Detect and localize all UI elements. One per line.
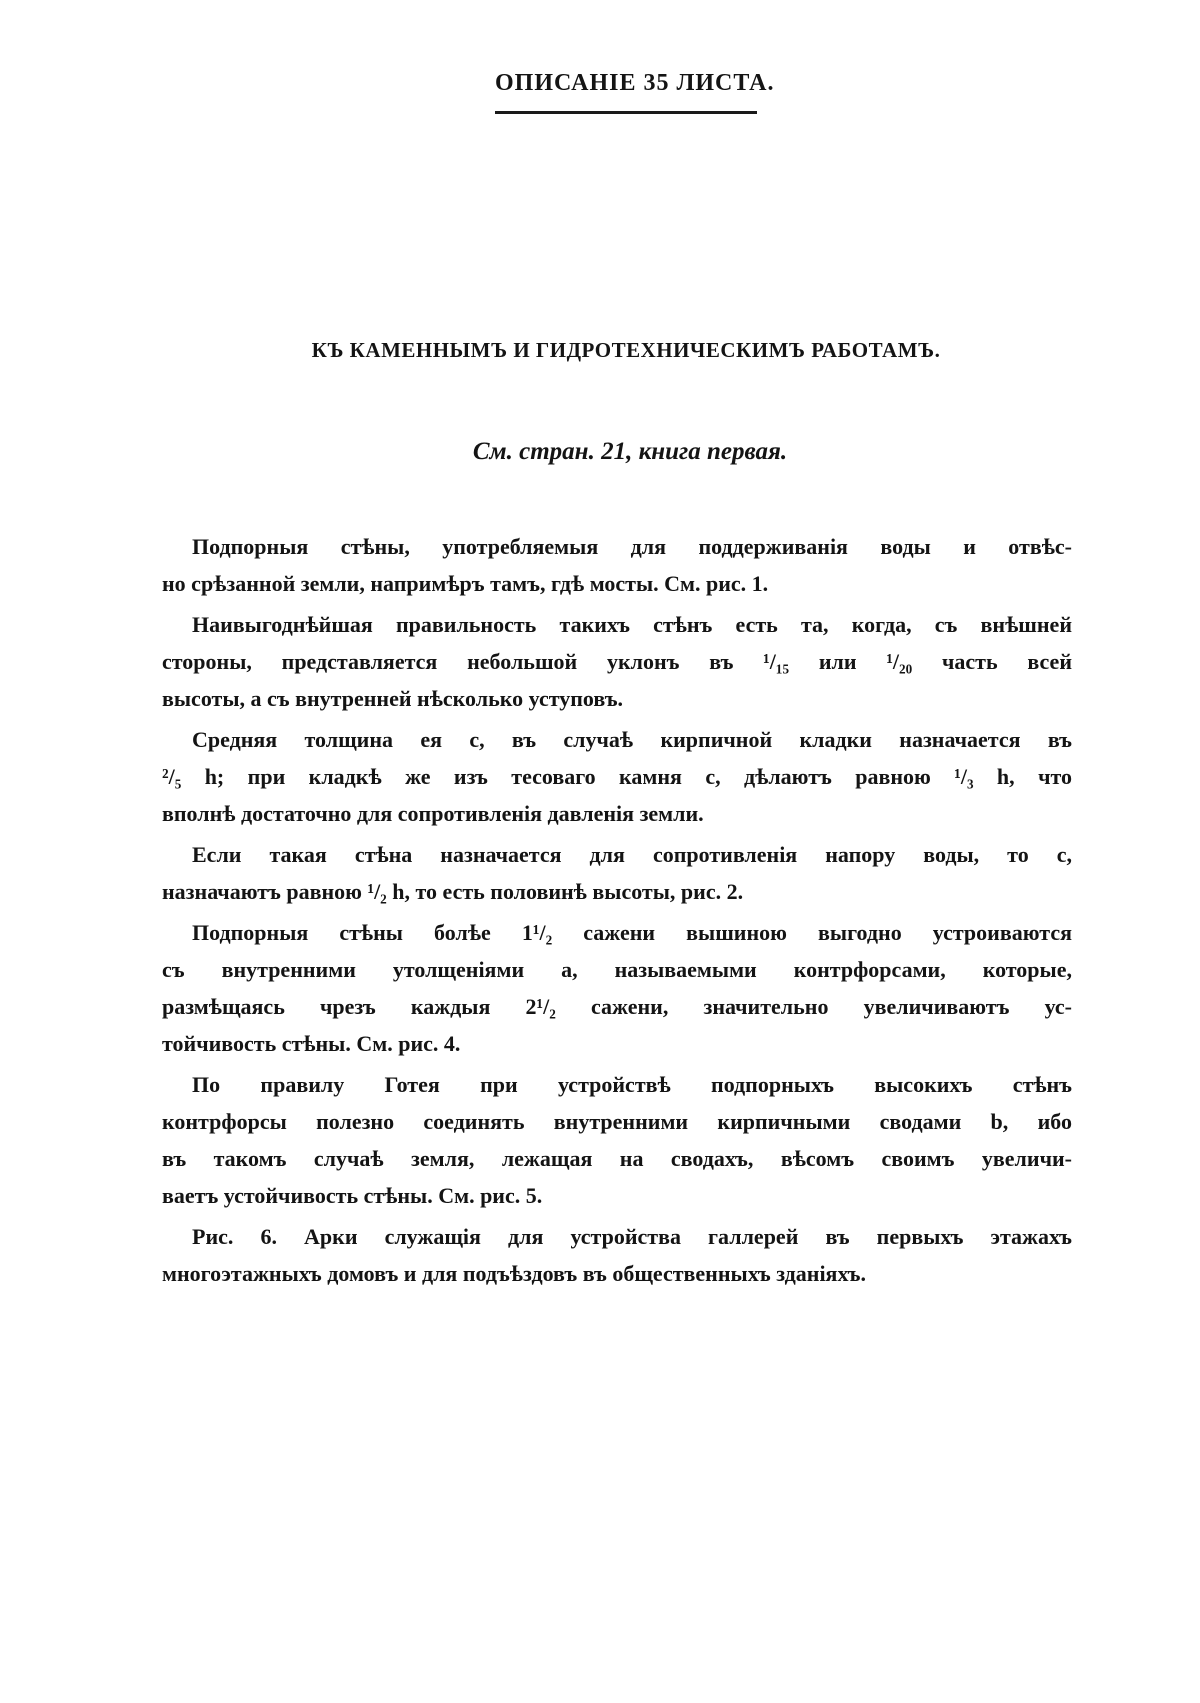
text-line: но срѣзанной земли, напримѣръ тамъ, гдѣ мосты. См. рис. 1. [162,571,769,596]
section-title: КЪ КАМЕННЫМЪ И ГИДРОТЕХНИЧЕСКИМЪ РАБОТАМЪ. [311,338,941,362]
text-line: Наивыгоднѣйшая правильность такихъ стѣнъ есть та, когда, съ внѣшней [192,612,1072,637]
paragraph-gap [162,1292,1072,1296]
text-line: Подпорныя стѣны, употребляемыя для поддерживанія воды и отвѣс- [192,534,1072,559]
text-line: Рис. 6. Арки служащія для устройства галлерей въ первыхъ этажахъ [192,1224,1072,1249]
text-line: съ внутренними утолщеніями а, называемыми контрфорсами, которые, [162,957,1072,982]
page-header: ОПИСАНІЕ 35 ЛИСТА. [495,70,775,96]
text-line: ²/₅ h; при кладкѣ же изъ тесоваго камня с, дѣлаютъ равною ¹/₃ h, что [162,764,1072,789]
text-line: стороны, представляется небольшой уклонъ въ ¹/₁₅ или ¹/₂₀ часть всей [162,649,1072,674]
text-line: многоэтажныхъ домовъ и для подъѣздовъ въ общественныхъ зданіяхъ. [162,1261,866,1286]
text-line: высоты, а съ внутренней нѣсколько уступовъ. [162,686,624,711]
text-line: назначаютъ равною ¹/₂ h, то есть половинѣ высоты, рис. 2. [162,879,744,904]
book-reference: См. стран. 21, книга первая. [472,438,788,465]
body-text [162,528,1072,1296]
text-line: Подпорныя стѣны болѣе 1¹/₂ сажени вышиною выгодно устроиваются [192,920,1072,945]
text-line: вполнѣ достаточно для сопротивленія давленія земли. [162,801,704,826]
paragraph [162,1066,1072,1214]
text-line: Если такая стѣна назначается для сопротивленія напору воды, то с, [192,842,1072,867]
text-line: ваетъ устойчивость стѣны. См. рис. 5. [162,1183,543,1208]
header-underline [495,111,757,114]
text-line: въ такомъ случаѣ земля, лежащая на сводахъ, вѣсомъ своимъ увеличи- [162,1146,1072,1171]
paragraph [162,606,1072,717]
text-line: размѣщаясь чрезъ каждыя 2¹/₂ сажени, значительно увеличиваютъ ус- [162,994,1072,1019]
paragraph [162,1218,1072,1292]
paragraph [162,914,1072,1062]
paragraph [162,721,1072,832]
text-line: контрфорсы полезно соединять внутренними кирпичными сводами b, ибо [162,1109,1072,1134]
text-line: тойчивость стѣны. См. рис. 4. [162,1031,461,1056]
text-line: По правилу Готея при устройствѣ подпорныхъ высокихъ стѣнъ [192,1072,1072,1097]
paragraph [162,836,1072,910]
paragraph [162,528,1072,602]
text-line: Средняя толщина ея с, въ случаѣ кирпичной кладки назначается въ [192,727,1072,752]
